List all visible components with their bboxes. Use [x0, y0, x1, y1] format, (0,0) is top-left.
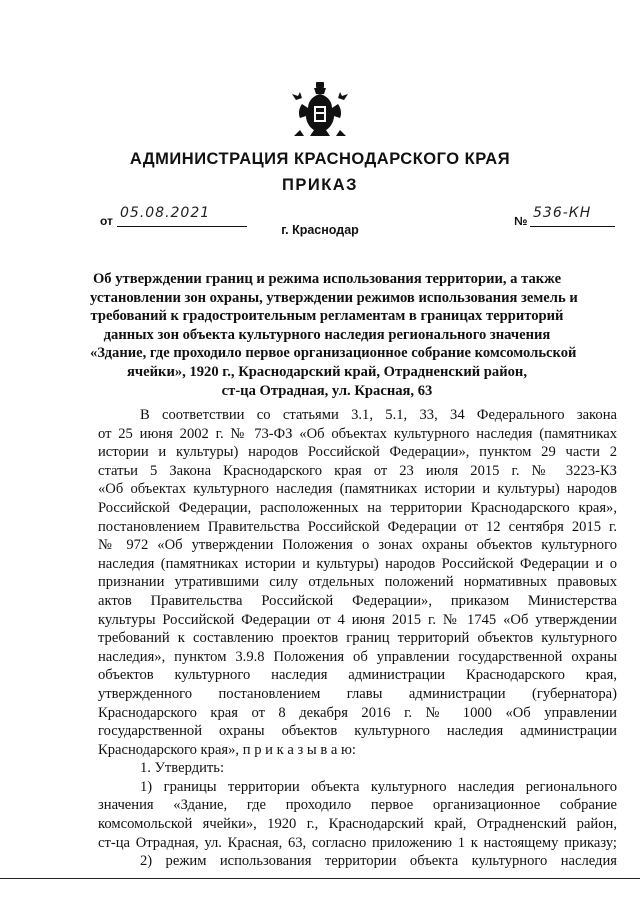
- body-line: наследия», пунктом 3.9.8 Положения об управлении государственной охраны: [98, 648, 617, 665]
- body-line: значения «Здание, где проходило первое организационное собрание: [98, 797, 617, 814]
- body-line: 1. Утвердить:: [140, 760, 225, 777]
- title-line: Об утверждении границ и режима использования территории, а также: [92, 271, 562, 287]
- number-prefix: №: [514, 214, 528, 228]
- title-line: данных зон объекта культурного наследия регионального значения: [103, 326, 551, 343]
- body-line: В соответствии со статьями 3.1, 5.1, 33, 34 Федерального закона: [140, 407, 617, 423]
- body-line: 1) границы территории объекта культурного наследия регионального: [140, 778, 617, 795]
- document-body: [98, 406, 617, 871]
- body-line: Краснодарского края от 8 декабря 2016 г. № 1000 «Об управлении: [98, 704, 617, 721]
- body-line: постановлением Правительства Российской Федерации от 12 сентября 2015 г.: [98, 518, 617, 535]
- body-line: актов Правительства Российской Федерации», приказом Министерства: [98, 592, 617, 609]
- body-line: 2) режим использования территории объекта культурного наследия: [140, 853, 617, 870]
- document-type: ПРИКАЗ: [281, 176, 359, 194]
- body-line: утвержденного постановлением главы администрации (губернатора): [98, 685, 617, 702]
- body-line: Краснодарского края», п р и к а з ы в а ю:: [98, 741, 356, 758]
- document-title: [90, 270, 578, 400]
- body-line: признании утратившими силу отдельных положений нормативных правовых: [98, 574, 617, 591]
- body-line: от 25 июня 2002 г. № 73-ФЗ «Об объектах культурного наследия (памятниках: [98, 425, 617, 442]
- body-line: статьи 5 Закона Краснодарского края от 23 июля 2015 г. № 3223-КЗ: [98, 462, 617, 479]
- title-line: требований к градостроительным регламентам в границах территорий: [90, 308, 564, 325]
- number-value: 536-КН: [533, 205, 592, 221]
- page-bottom-rule: [0, 878, 640, 879]
- body-line: № 972 «Об утверждении Положения о зонах охраны объектов культурного: [98, 537, 617, 554]
- organization-name: АДМИНИСТРАЦИЯ КРАСНОДАРСКОГО КРАЯ: [129, 150, 511, 168]
- date-value: 05.08.2021: [120, 205, 211, 221]
- title-line: установлении зон охраны, утверждении режимов использования земель и: [90, 289, 578, 306]
- body-line: требований к составлению проектов границ территорий объектов культурного: [98, 630, 617, 647]
- body-line: культуры Российской Федерации от 4 июня 2015 г. № 1745 «Об утверждении: [98, 611, 617, 628]
- body-line: государственной охраны объектов культурного наследия администрации: [98, 723, 617, 740]
- body-line: ст-ца Отрадная, ул. Красная, 63, согласно приложению 1 к настоящему приказу;: [98, 834, 617, 851]
- title-line: ст-ца Отрадная, ул. Красная, 63: [221, 382, 433, 399]
- city-name: г. Краснодар: [281, 223, 359, 237]
- body-line: истории и культуры) народов Российской Федерации», пунктом 29 части 2: [98, 444, 617, 461]
- coat-of-arms-emblem: [290, 80, 350, 144]
- body-line: комсомольской ячейки», 1920 г., Краснодарский край, Отрадненский район,: [98, 816, 617, 833]
- body-line: объектов культурного наследия администрации Краснодарского края,: [98, 667, 617, 684]
- body-line: Российской Федерации, расположенных на территории Краснодарского края»,: [98, 499, 617, 516]
- body-line: «Об объектах культурного наследия (памятниках истории и культуры) народов: [98, 481, 617, 498]
- date-prefix: от: [100, 214, 113, 228]
- title-line: «Здание, где проходило первое организационное собрание комсомольской: [90, 345, 577, 362]
- body-line: наследия (памятниках истории и культуры) народов Российской Федерации и о: [98, 555, 617, 572]
- title-line: ячейки», 1920 г., Краснодарский край, Отрадненский район,: [127, 363, 527, 380]
